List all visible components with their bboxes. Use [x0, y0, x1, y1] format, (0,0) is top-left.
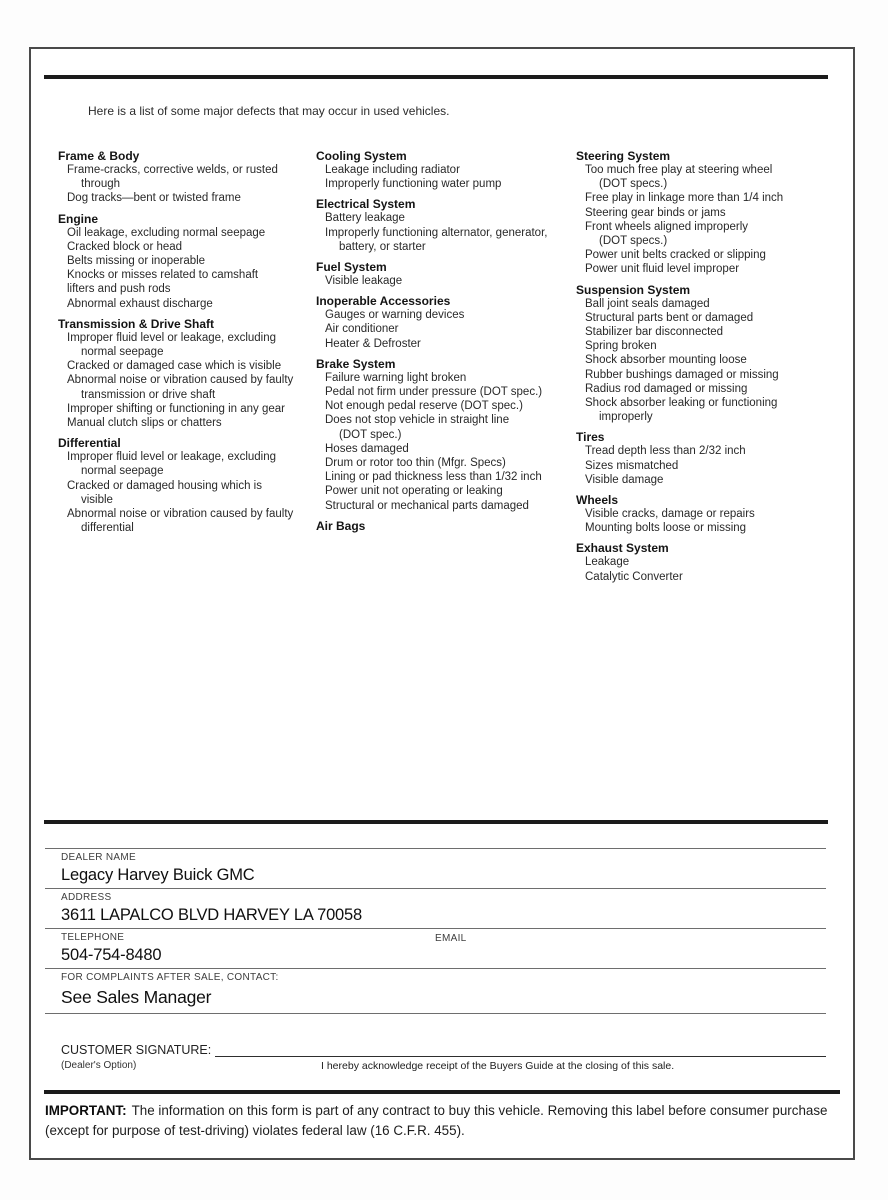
defect-item: Improperly functioning water pump — [325, 178, 502, 191]
defects-list — [58, 149, 847, 584]
defect-section — [316, 149, 576, 191]
email-label: EMAIL — [435, 933, 467, 944]
defect-item: Rubber bushings damaged or missing — [585, 368, 779, 381]
defect-section — [316, 197, 576, 254]
defect-item: Pedal not firm under pressure (DOT spec.) — [325, 386, 543, 399]
customer-signature-label: CUSTOMER SIGNATURE: — [61, 1043, 212, 1057]
important-text: The information on this form is part of any contract to buy this vehicle. Removing this label before consumer purchase (except for purpose of test-driving) violates federal law (16 C.F.R. 455). — [45, 1103, 828, 1138]
defect-section — [576, 283, 847, 425]
defect-item: Gauges or warning devices — [325, 309, 465, 322]
signature-sub-row — [45, 1060, 826, 1072]
defect-item: Failure warning light broken — [325, 371, 467, 384]
defect-item: Sizes mismatched — [585, 459, 679, 472]
defect-item: Structural parts bent or damaged — [585, 311, 754, 324]
complaints-value: See Sales Manager — [61, 987, 212, 1007]
signature-acknowledgement-text: I hereby acknowledge receipt of the Buyers Guide at the closing of this sale. — [321, 1060, 675, 1072]
defects-column-2 — [316, 149, 576, 533]
defect-item: Abnormal exhaust discharge — [67, 297, 213, 310]
defect-section-heading: Tires — [576, 430, 605, 445]
defect-section-heading: Exhaust System — [576, 541, 669, 556]
defect-section-heading: Steering System — [576, 149, 671, 163]
defect-section-heading: Brake System — [316, 356, 396, 371]
defect-section-heading: Fuel System — [316, 260, 387, 275]
dealer-info-form — [31, 820, 853, 1072]
defect-item: Frame-cracks, corrective welds, or rusted through — [67, 164, 278, 191]
defect-item: Spring broken — [585, 340, 657, 353]
defect-item: Ball joint seals damaged — [585, 297, 710, 310]
dealer-option-label: (Dealer's Option) — [61, 1060, 137, 1071]
defect-section-heading: Transmission & Drive Shaft — [58, 316, 215, 331]
defect-item: Structural or mechanical parts damaged — [325, 499, 529, 512]
defect-item: Hoses damaged — [325, 442, 409, 455]
important-notice — [45, 1101, 835, 1140]
defect-item: Mounting bolts loose or missing — [585, 522, 747, 535]
defect-item: Front wheels aligned improperly (DOT specs.) — [585, 220, 748, 248]
address-label: ADDRESS — [61, 892, 112, 903]
defect-item: Air conditioner — [325, 323, 399, 336]
defect-item: Cracked or damaged case which is visible — [67, 360, 282, 373]
defect-section-heading: Wheels — [576, 493, 619, 508]
complaints-label: FOR COMPLAINTS AFTER SALE, CONTACT: — [61, 972, 279, 983]
defect-item: Battery leakage — [325, 212, 405, 225]
form-fields — [45, 848, 826, 1014]
defect-section-heading: Differential — [58, 436, 121, 451]
defect-item: Leakage — [585, 556, 630, 569]
defect-section-heading: Engine — [58, 211, 99, 226]
top-divider — [44, 75, 828, 79]
important-label: IMPORTANT: — [45, 1103, 127, 1118]
defect-item: Manual clutch slips or chatters — [67, 417, 222, 430]
defect-item: Visible damage — [585, 473, 664, 486]
defect-section — [316, 260, 576, 288]
defect-item: Power unit belts cracked or slipping — [585, 249, 766, 262]
defect-item: Radius rod damaged or missing — [585, 382, 748, 395]
defect-section — [58, 149, 316, 206]
defect-item: Stabilizer bar disconnected — [585, 326, 724, 339]
dealer-name-field — [45, 848, 826, 888]
defect-item: Shock absorber leaking or functioning improperly — [585, 397, 778, 424]
defect-item: lifters and push rods — [67, 283, 171, 296]
defect-item: Leakage including radiator — [325, 164, 460, 176]
defect-item: Visible leakage — [325, 275, 403, 288]
defect-item: Improper shifting or functioning in any gear — [67, 402, 285, 415]
defect-item: Dog tracks—bent or twisted frame — [67, 192, 241, 205]
defect-item: Improperly functioning alternator, generator, battery, or starter — [325, 226, 548, 253]
defect-section — [576, 430, 847, 487]
defect-section-heading: Electrical System — [316, 197, 416, 212]
footer-divider — [44, 1090, 840, 1094]
defect-item: Improper fluid level or leakage, excluding normal seepage — [67, 451, 277, 478]
address-value: 3611 LAPALCO BLVD HARVEY LA 70058 — [61, 906, 362, 924]
form-top-divider — [44, 820, 828, 824]
defect-section — [58, 436, 316, 535]
defect-item: Improper fluid level or leakage, excluding normal seepage — [67, 331, 277, 359]
customer-signature-row — [45, 1043, 826, 1057]
defect-item: Free play in linkage more than 1/4 inch — [585, 192, 784, 205]
defect-item: Shock absorber mounting loose — [585, 354, 747, 367]
dealer-name-label: DEALER NAME — [61, 852, 136, 863]
defect-item: Not enough pedal reserve (DOT spec.) — [325, 400, 523, 413]
defect-section-heading: Frame & Body — [58, 149, 140, 163]
defect-section-heading: Cooling System — [316, 149, 407, 163]
defect-item: Belts missing or inoperable — [67, 255, 206, 268]
telephone-value: 504-754-8480 — [61, 946, 162, 964]
defects-column-1 — [58, 149, 316, 535]
defect-section-heading: Air Bags — [316, 518, 366, 533]
defects-column-3 — [576, 149, 847, 584]
defect-section — [58, 317, 316, 430]
defect-item: Does not stop vehicle in straight line (DOT spec.) — [325, 414, 510, 441]
defect-item: Cracked or damaged housing which is visible — [67, 479, 262, 506]
defect-item: Steering gear binds or jams — [585, 206, 726, 219]
dealer-name-value: Legacy Harvey Buick GMC — [61, 866, 255, 884]
defect-item: Catalytic Converter — [585, 570, 683, 583]
defect-item: Drum or rotor too thin (Mfgr. Specs) — [325, 457, 506, 470]
address-field — [45, 888, 826, 928]
defect-item: Oil leakage, excluding normal seepage — [67, 226, 266, 239]
defect-item: Abnormal noise or vibration caused by faulty differential — [67, 508, 294, 535]
defect-item: Too much free play at steering wheel (DOT specs.) — [585, 164, 773, 191]
defect-item: Power unit fluid level improper — [585, 263, 740, 276]
defect-section-heading: Suspension System — [576, 282, 691, 297]
intro-text: Here is a list of some major defects that may occur in used vehicles. — [88, 104, 450, 118]
defect-item: Tread depth less than 2/32 inch — [585, 445, 746, 458]
defect-item: Heater & Defroster — [325, 337, 421, 350]
defect-section — [576, 493, 847, 535]
telephone-email-field — [45, 928, 826, 968]
defect-section-heading: Inoperable Accessories — [316, 294, 451, 309]
defect-item: Cracked block or head — [67, 240, 183, 253]
defect-item: Abnormal noise or vibration caused by faulty transmission or drive shaft — [67, 374, 294, 401]
telephone-label: TELEPHONE — [61, 932, 125, 943]
defect-item: Power unit not operating or leaking — [325, 485, 503, 498]
defect-item: Knocks or misses related to camshaft — [67, 269, 259, 282]
defect-item: Lining or pad thickness less than 1/32 inch — [325, 471, 542, 484]
defect-section — [576, 541, 847, 583]
buyers-guide-back-page — [29, 47, 855, 1160]
defect-section — [316, 357, 576, 513]
defect-section — [316, 519, 576, 533]
signature-line — [215, 1043, 826, 1057]
complaints-field — [45, 968, 826, 1013]
defect-section — [58, 212, 316, 311]
defect-section — [316, 294, 576, 351]
defect-item: Visible cracks, damage or repairs — [585, 508, 755, 521]
defect-section — [576, 149, 847, 277]
